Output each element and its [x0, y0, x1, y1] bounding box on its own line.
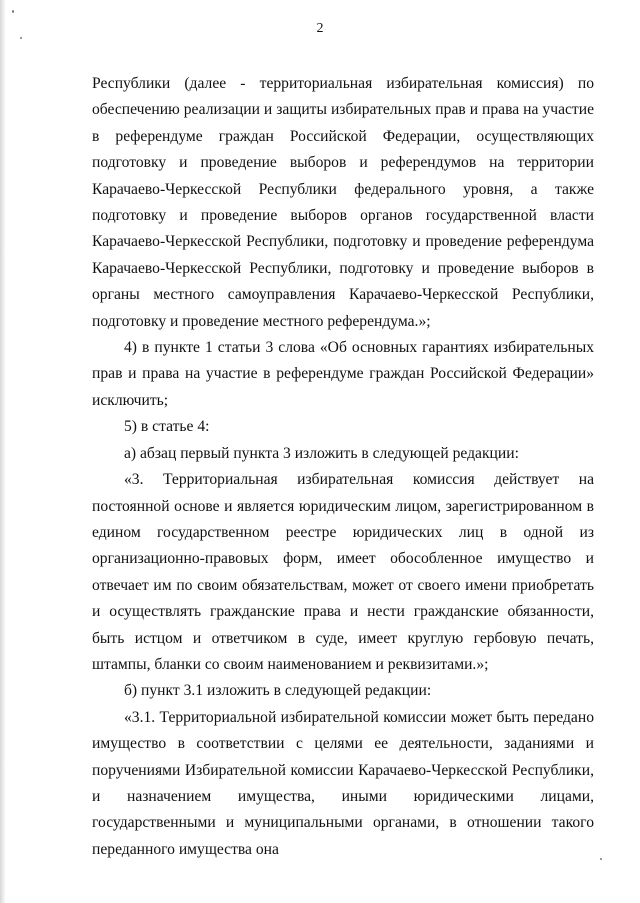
- scanned-page-edge: [0, 0, 6, 903]
- paragraph-quote-3: «3. Территориальная избирательная комиссия действует на постоянной основе и является юридическим лицом, зарегистрированном в едином государственном реестре юридических лиц в одной из организационно-правовых форм, имеет обособленное имущество и отвечает им по своим обязательствам, может от своего имени приобретать и осуществлять гражданские права и нести гражданские обязанности, быть истцом и ответчиком в суде, имеет круглую гербовую печать, штампы, бланки со своим наименованием и реквизитами.»;: [92, 471, 594, 673]
- scan-speck: [600, 858, 602, 860]
- document-body: [92, 71, 594, 863]
- paragraph-item-4: 4) в пункте 1 статьи 3 слова «Об основных гарантиях избирательных прав и права на участие в референдуме граждан Российской Федерации» исключить;: [92, 339, 594, 409]
- paragraph-subitem-a: а) абзац первый пункта 3 изложить в следующей редакции:: [124, 444, 519, 462]
- paragraph-subitem-b: б) пункт 3.1 изложить в следующей редакции:: [124, 682, 432, 700]
- paragraph-item-5: 5) в статье 4:: [124, 418, 210, 436]
- page-number: 2: [316, 21, 324, 36]
- paragraph-continuation: Республики (далее - территориальная избирательная комиссия) по обеспечению реализации и защиты избирательных прав и права на участие в референдуме граждан Российской Федерации, осуществляющих подготовку и проведение выборов и референдумов на территории Карачаево-Черкесской Республики федерального уровня, а также подготовку и проведение выборов органов государственной власти Карачаево-Черкесской Республики, подготовку и проведение референдума Карачаево-Черкесской Республики, подготовку и проведение выборов в органы местного самоуправления Карачаево-Черкесской Республики, подготовку и проведение местного референдума.»;: [92, 75, 594, 330]
- paragraph-quote-3-1: «3.1. Территориальной избирательной комиссии может быть передано имущество в соответствии с целями ее деятельности, заданиями и поручениями Избирательной комиссии Карачаево-Черкесской Республики, и назначением имущества, иными юридическими лицами, государственными и муниципальными органами, в отношении такого переданного имущества она: [92, 708, 594, 858]
- scan-speck: [12, 10, 14, 13]
